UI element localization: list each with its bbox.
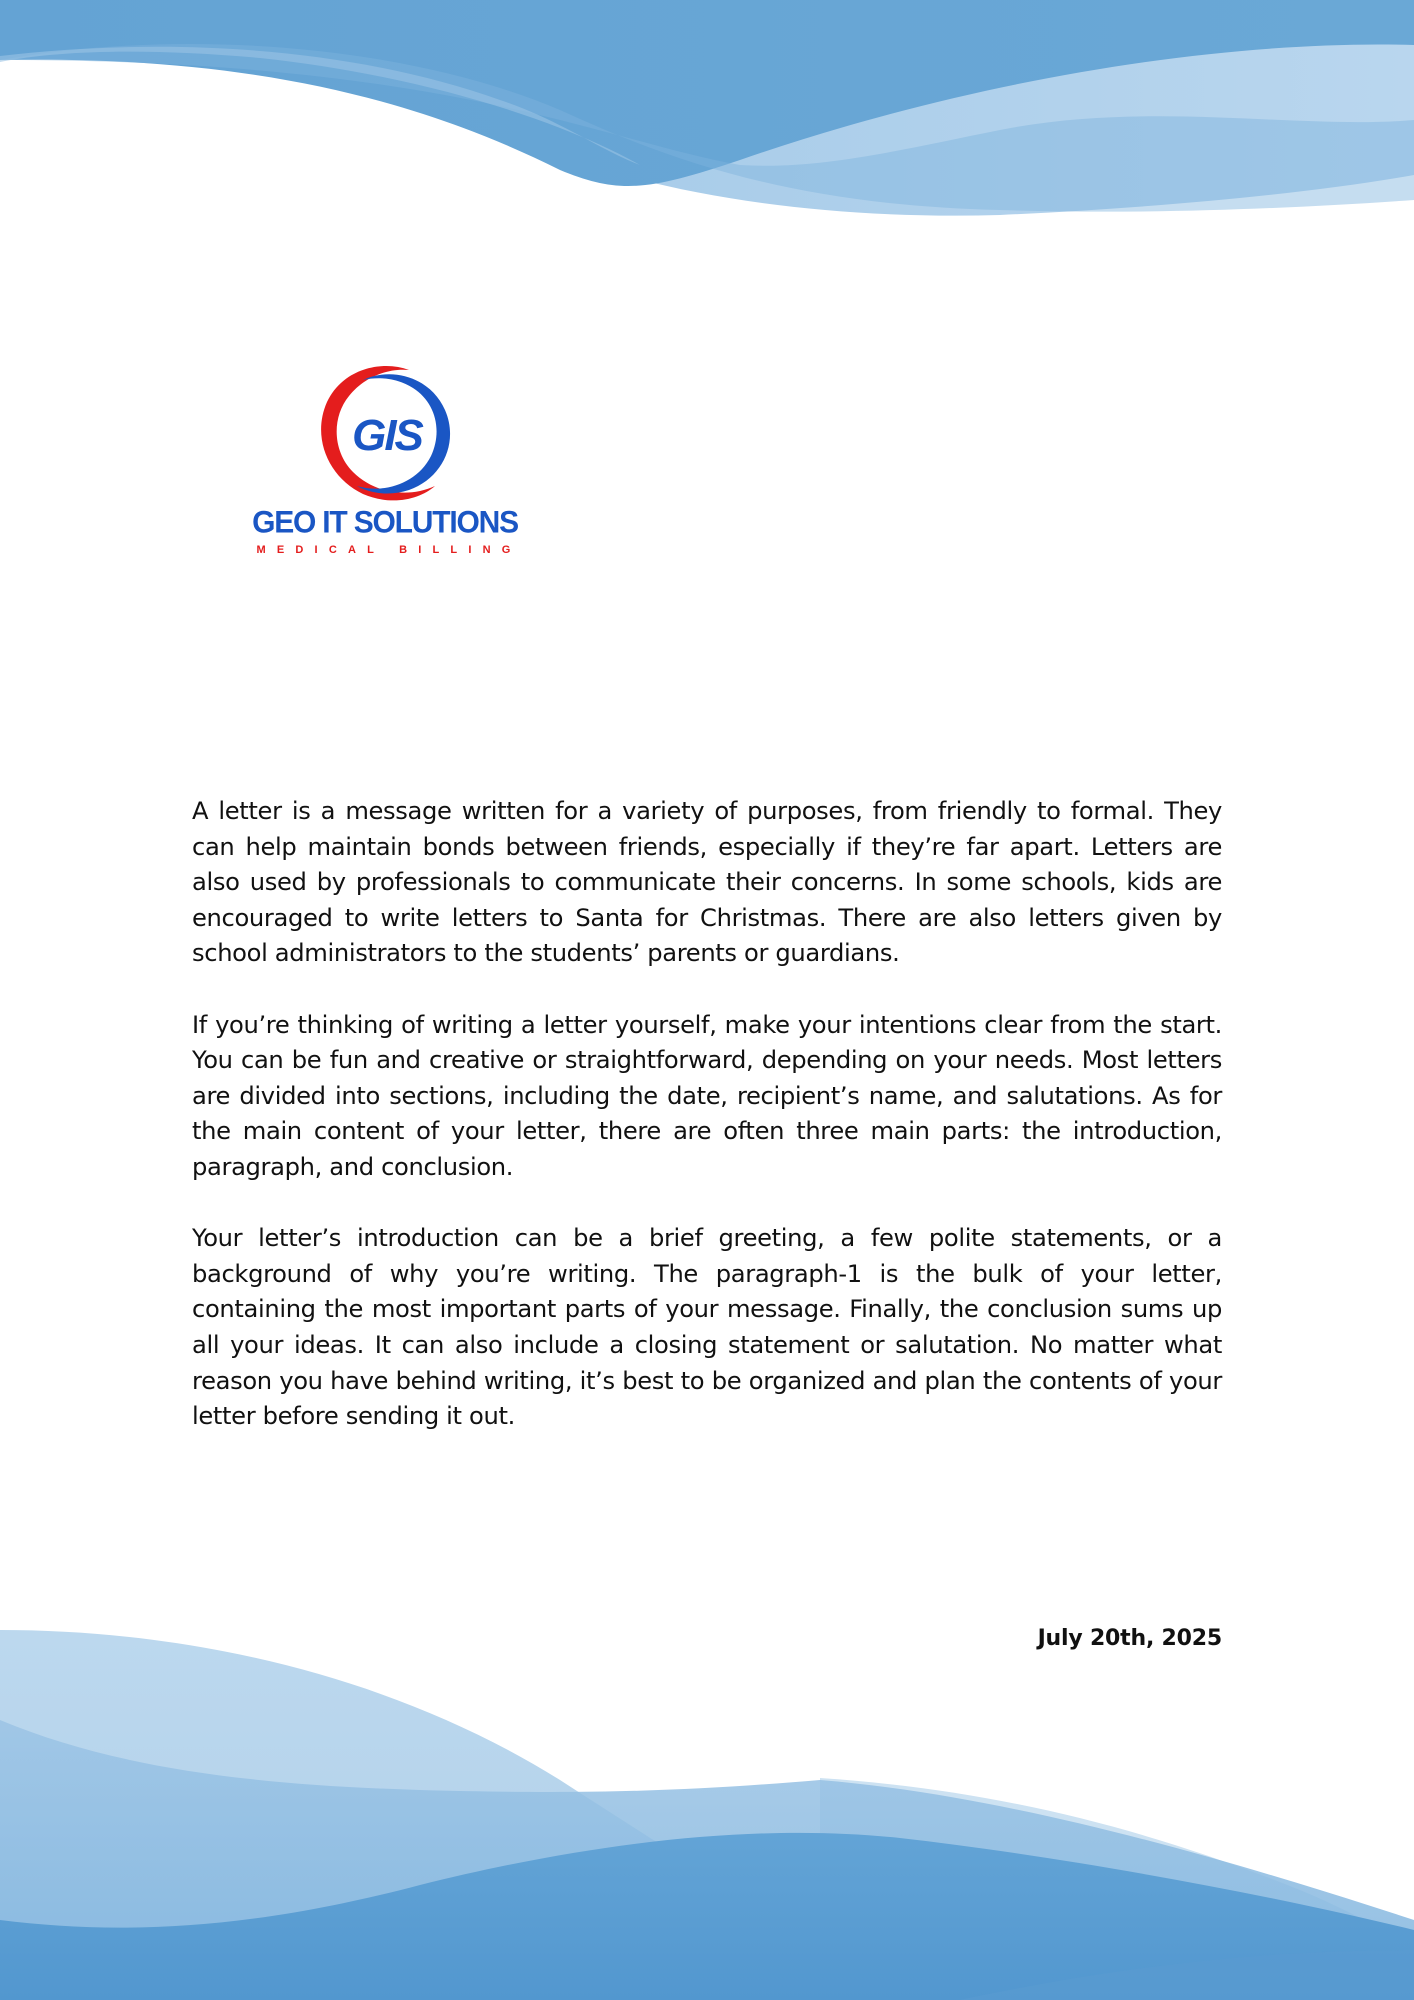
header-wave-decoration xyxy=(0,0,1414,240)
letter-date: July 20th, 2025 xyxy=(1037,1626,1222,1651)
letter-body xyxy=(192,794,1222,1470)
footer-wave-decoration xyxy=(0,1620,1414,2000)
gis-logo-mark-icon xyxy=(313,360,459,506)
letter-paragraph: A letter is a message written for a variety of purposes, from friendly to formal. They can help maintain bonds between friends, especially if they’re far apart. Letters are also used by professionals to communicate their concerns. In some schools, kids are encouraged to write letters to Santa for Christmas. There are also letters given by school administrators to the students’ parents or guardians. xyxy=(192,797,1222,968)
company-name: GEO IT SOLUTIONS xyxy=(252,505,518,540)
letter-paragraph: If you’re thinking of writing a letter yourself, make your intentions clear from the start. You can be fun and creative or straightforward, depending on your needs. Most letters are divided into sections, including the date, recipient’s name, and salutations. As for the main content of your letter, there are often three main parts: the introduction, paragraph, and conclusion. xyxy=(192,1010,1222,1181)
logo-monogram: GIS xyxy=(352,411,422,460)
letter-paragraph: Your letter’s introduction can be a brief greeting, a few polite statements, or a background of why you’re writing. The paragraph-1 is the bulk of your letter, containing the most important parts of your message. Finally, the conclusion sums up all your ideas. It can also include a closing statement or salutation. No matter what reason you have behind writing, it’s best to be organized and plan the contents of your letter before sending it out. xyxy=(192,1224,1222,1431)
company-tagline: MEDICAL BILLING xyxy=(256,544,522,556)
company-logo xyxy=(240,360,530,565)
